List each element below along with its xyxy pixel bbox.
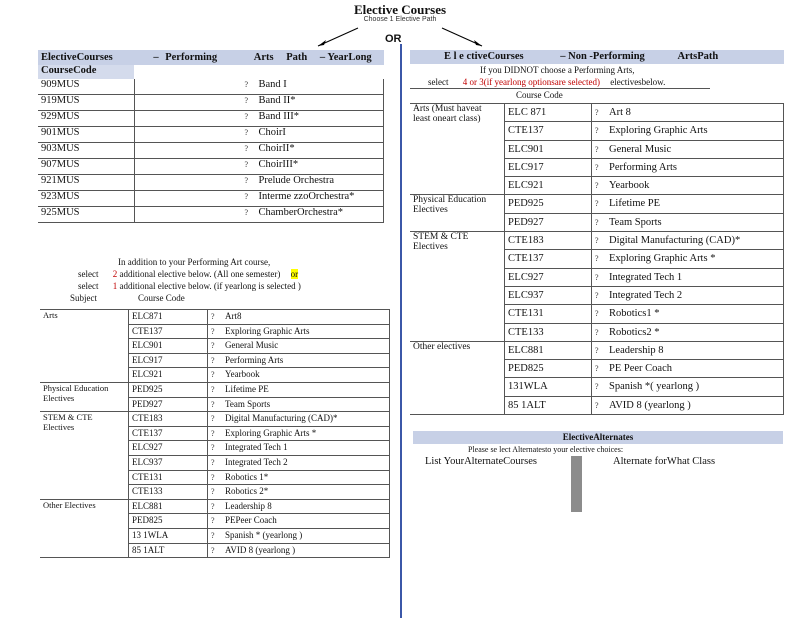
course-code: ELC 871 xyxy=(505,104,592,122)
elective-row xyxy=(40,382,390,397)
course-name-cell xyxy=(592,250,784,268)
course-name: Interme zzoOrchestra* xyxy=(258,191,355,202)
course-code: ELC901 xyxy=(505,140,592,158)
bullet-icon: ? xyxy=(595,345,599,355)
course-code: PED927 xyxy=(129,397,208,412)
bullet-icon: ? xyxy=(595,272,599,282)
course-code: CTE183 xyxy=(129,412,208,427)
course-name: ChamberOrchestra* xyxy=(258,207,344,218)
course-name: PE Peer Coach xyxy=(609,363,672,375)
subject-cell: STEM & CTE Electives xyxy=(40,412,129,500)
course-name-cell xyxy=(208,310,390,325)
bullet-icon: ? xyxy=(211,501,215,511)
subject-cell: STEM & CTE Electives xyxy=(410,232,505,342)
bullet-icon: ? xyxy=(244,80,249,89)
course-name-cell xyxy=(208,324,390,339)
elective-row xyxy=(410,341,784,359)
course-code: 85 1ALT xyxy=(129,543,208,558)
course-name: Performing Arts xyxy=(609,161,677,173)
course-name: Integrated Tech 2 xyxy=(609,289,683,301)
subject-cell: Other electives xyxy=(410,341,505,414)
bullet-icon: ? xyxy=(595,217,599,227)
select-two-count: 2 xyxy=(112,269,118,279)
course-name: Art 8 xyxy=(609,107,631,118)
course-code: 901MUS xyxy=(38,127,134,143)
course-code: CTE137 xyxy=(129,324,208,339)
course-code: PED825 xyxy=(505,360,592,378)
course-name: Robotics 1* xyxy=(225,471,269,482)
performing-title-path: Path xyxy=(286,52,308,63)
course-name-cell xyxy=(592,378,784,396)
elective-row xyxy=(410,195,784,213)
performing-title-right: – YearLong xyxy=(319,52,372,63)
subject-cell: Arts xyxy=(40,310,129,383)
nonperforming-note-1: If you DIDNOT choose a Performing Arts, xyxy=(480,65,635,75)
course-code: CTE133 xyxy=(129,485,208,500)
course-name-cell xyxy=(208,368,390,383)
nonperforming-table xyxy=(410,103,784,415)
bullet-icon: ? xyxy=(211,457,215,467)
course-name: Yearbook xyxy=(609,180,650,192)
course-name: Digital Manufacturing (CAD)* xyxy=(225,413,338,424)
bullet-icon: ? xyxy=(211,399,215,409)
course-name: AVID 8 (yearlong ) xyxy=(225,544,296,555)
course-name-cell xyxy=(592,104,784,122)
course-name: Robotics1 * xyxy=(609,308,660,320)
course-name-cell xyxy=(592,158,784,176)
course-name-cell xyxy=(592,305,784,323)
left-electives-table xyxy=(40,309,390,558)
np-coursecode-header: Course Code xyxy=(516,90,563,100)
bullet-icon: ? xyxy=(595,126,599,136)
course-code: ELC917 xyxy=(505,158,592,176)
course-name: Performing Arts xyxy=(225,354,284,365)
performing-row xyxy=(38,207,384,223)
course-name: Leadership 8 xyxy=(609,344,664,356)
performing-title-dash: – xyxy=(153,52,159,63)
bullet-icon: ? xyxy=(244,128,249,137)
course-name: Digital Manufacturing (CAD)* xyxy=(609,235,741,247)
course-name-cell xyxy=(134,111,384,127)
course-name: Exploring Graphic Arts xyxy=(609,125,708,137)
course-name-cell xyxy=(134,207,384,223)
course-name-cell xyxy=(592,323,784,341)
course-code: ELC937 xyxy=(129,455,208,470)
course-code: ELC927 xyxy=(129,441,208,456)
bullet-icon: ? xyxy=(211,472,215,482)
bullet-icon: ? xyxy=(211,384,215,394)
course-name-cell xyxy=(208,528,390,543)
course-name: Lifetime PE xyxy=(225,383,269,394)
course-name: ChoirI xyxy=(258,127,286,138)
course-name: ChoirII* xyxy=(258,143,295,154)
elective-row xyxy=(40,412,390,427)
course-name-cell xyxy=(134,127,384,143)
bullet-icon: ? xyxy=(595,290,599,300)
course-name-cell xyxy=(592,213,784,231)
course-name: General Music xyxy=(609,143,672,155)
course-code: ELC927 xyxy=(505,268,592,286)
course-name-cell xyxy=(208,412,390,427)
course-name: Robotics 2* xyxy=(225,486,269,497)
course-name-cell xyxy=(134,95,384,111)
course-name-cell xyxy=(592,195,784,213)
page-subtitle: Choose 1 Elective Path xyxy=(363,16,437,23)
bullet-icon: ? xyxy=(211,341,215,351)
course-name-cell xyxy=(592,177,784,195)
performing-title-mid: Performing xyxy=(165,52,218,63)
performing-row xyxy=(38,127,384,143)
coursecode-header: CourseCode xyxy=(41,65,97,76)
course-code: ELC881 xyxy=(129,499,208,514)
course-code: CTE137 xyxy=(505,122,592,140)
alternate-for-label: Alternate forWhat Class xyxy=(613,456,716,467)
course-name-cell xyxy=(592,341,784,359)
course-code: PED825 xyxy=(129,514,208,529)
bullet-icon: ? xyxy=(595,327,599,337)
elective-row xyxy=(40,310,390,325)
course-code: ELC871 xyxy=(129,310,208,325)
course-code: CTE137 xyxy=(505,250,592,268)
course-name-cell xyxy=(592,122,784,140)
course-name: Art8 xyxy=(225,311,242,321)
or-highlight: or xyxy=(290,269,299,279)
bullet-icon: ? xyxy=(244,96,249,105)
course-name-cell xyxy=(208,382,390,397)
table-bottom xyxy=(40,558,390,559)
bullet-icon: ? xyxy=(211,355,215,365)
course-name-cell xyxy=(134,175,384,191)
bullet-icon: ? xyxy=(595,382,599,392)
course-name: Leadership 8 xyxy=(225,500,272,511)
course-code: 921MUS xyxy=(38,175,134,191)
course-name-cell xyxy=(208,514,390,529)
performing-row xyxy=(38,79,384,95)
performing-row xyxy=(38,95,384,111)
bullet-icon: ? xyxy=(244,112,249,121)
performing-title-left: ElectiveCourses xyxy=(41,52,113,63)
course-name-cell xyxy=(208,470,390,485)
center-divider xyxy=(400,44,402,618)
subject-cell: Arts (Must haveat least oneart class) xyxy=(410,104,505,195)
list-alternates-label: List YourAlternateCourses xyxy=(425,456,537,467)
course-code: PED925 xyxy=(505,195,592,213)
course-name: Lifetime PE xyxy=(609,198,661,210)
course-code: CTE131 xyxy=(129,470,208,485)
performing-path-section xyxy=(38,50,384,223)
bullet-icon: ? xyxy=(211,428,215,438)
course-code: CTE133 xyxy=(505,323,592,341)
bullet-icon: ? xyxy=(595,144,599,154)
course-name-cell xyxy=(208,353,390,368)
course-name: AVID 8 (yearlong ) xyxy=(609,399,691,411)
course-code: 903MUS xyxy=(38,143,134,159)
course-name-cell xyxy=(208,485,390,500)
course-code: ELC937 xyxy=(505,286,592,304)
course-code: 909MUS xyxy=(38,79,134,95)
alternates-title: ElectiveAlternates xyxy=(413,431,783,444)
bullet-icon: ? xyxy=(595,364,599,374)
bullet-icon: ? xyxy=(595,181,599,191)
alternates-body xyxy=(413,456,783,512)
course-name-cell xyxy=(134,191,384,207)
course-code: PED927 xyxy=(505,213,592,231)
course-code-header: Course Code xyxy=(138,293,185,303)
course-name: General Music xyxy=(225,340,279,351)
subject-cell: Other Electives xyxy=(40,499,129,557)
bullet-icon: ? xyxy=(211,370,215,380)
alternates-note: Please se lect Alternatesto your elective choices: xyxy=(468,445,624,454)
course-code: PED925 xyxy=(129,382,208,397)
course-code: 923MUS xyxy=(38,191,134,207)
elective-row xyxy=(410,104,784,122)
course-code: 85 1ALT xyxy=(505,396,592,414)
course-name-cell xyxy=(208,499,390,514)
course-name: Integrated Tech 1 xyxy=(225,442,288,453)
course-name-cell xyxy=(208,426,390,441)
bullet-icon: ? xyxy=(211,530,215,540)
course-name-cell xyxy=(134,143,384,159)
bullet-icon: ? xyxy=(595,236,599,246)
subject-header: Subject xyxy=(70,293,97,303)
addition-line-3: select 1 additional elective below. (if yearlong is selected ) xyxy=(78,281,301,291)
course-code: ELC921 xyxy=(129,368,208,383)
performing-title-arts: Arts xyxy=(253,52,274,63)
bullet-icon: ? xyxy=(211,414,215,424)
bullet-icon: ? xyxy=(595,254,599,264)
course-name-cell xyxy=(134,159,384,175)
left-electives-section xyxy=(40,309,390,558)
course-name: Band II* xyxy=(258,95,296,106)
course-name: Integrated Tech 2 xyxy=(225,456,288,467)
performing-row xyxy=(38,111,384,127)
nonperforming-section xyxy=(410,50,784,415)
bullet-icon: ? xyxy=(244,160,249,169)
page-title: Elective Courses xyxy=(353,2,447,17)
course-code: 13 1WLA xyxy=(129,528,208,543)
course-code: 919MUS xyxy=(38,95,134,111)
elective-row xyxy=(40,499,390,514)
performing-row xyxy=(38,191,384,207)
bullet-icon: ? xyxy=(211,516,215,526)
performing-row xyxy=(38,175,384,191)
bullet-icon: ? xyxy=(211,487,215,497)
course-name: Team Sports xyxy=(609,216,662,228)
course-name-cell xyxy=(208,455,390,470)
alternates-divider-bar xyxy=(571,456,582,512)
course-code: ELC917 xyxy=(129,353,208,368)
bullet-icon: ? xyxy=(211,545,215,555)
course-code: ELC901 xyxy=(129,339,208,354)
course-code: CTE183 xyxy=(505,232,592,250)
addition-note xyxy=(70,256,388,304)
bullet-icon: ? xyxy=(244,192,249,201)
course-name: Band III* xyxy=(258,111,300,122)
bullet-icon: ? xyxy=(211,326,215,336)
course-name: PEPeer Coach xyxy=(225,515,277,526)
course-code: 929MUS xyxy=(38,111,134,127)
course-name: ChoirIII* xyxy=(258,159,299,170)
course-name-cell xyxy=(592,286,784,304)
bullet-icon: ? xyxy=(244,144,249,153)
table-bottom xyxy=(410,415,784,416)
course-name-cell xyxy=(134,79,384,95)
bullet-icon: ? xyxy=(244,208,249,217)
course-name: Yearbook xyxy=(225,369,260,380)
course-name-cell xyxy=(208,397,390,412)
addition-line-1: In addition to your Performing Art course, xyxy=(118,257,271,267)
bullet-icon: ? xyxy=(595,400,599,410)
course-name: Prelude Orchestra xyxy=(258,175,335,186)
course-code: CTE131 xyxy=(505,305,592,323)
course-name-cell xyxy=(592,360,784,378)
or-label: OR xyxy=(385,33,402,45)
course-name-cell xyxy=(592,268,784,286)
course-code: ELC921 xyxy=(505,177,592,195)
nonperforming-header: E l e ctiveCourses – Non -Performing ArtsPath xyxy=(410,50,784,64)
course-name: Exploring Graphic Arts xyxy=(225,325,310,336)
elective-row xyxy=(410,232,784,250)
nonperforming-note-2: select 4 or 3(if yearlong optionsare selected) electivesbelow. xyxy=(410,76,710,89)
bullet-icon: ? xyxy=(595,108,599,117)
select-count-red: 4 or 3(if yearlong optionsare selected) xyxy=(462,77,600,87)
table-bottom-line xyxy=(40,558,390,559)
course-name: Spanish *( yearlong ) xyxy=(609,381,700,393)
addition-line-2: select 2 additional elective below. (All one semester) or xyxy=(78,269,299,279)
course-code: 907MUS xyxy=(38,159,134,175)
course-name: Exploring Graphic Arts * xyxy=(609,253,716,265)
alternates-section xyxy=(413,431,783,512)
course-name: Exploring Graphic Arts * xyxy=(225,427,317,438)
course-code: 131WLA xyxy=(505,378,592,396)
course-name-cell xyxy=(208,339,390,354)
performing-header xyxy=(38,50,384,65)
course-name-cell xyxy=(592,140,784,158)
bullet-icon: ? xyxy=(211,312,215,321)
addition-col-headers xyxy=(70,292,388,304)
performing-row xyxy=(38,159,384,175)
course-name: Robotics2 * xyxy=(609,326,660,338)
select-one-count: 1 xyxy=(112,281,118,291)
course-name-cell xyxy=(592,396,784,414)
table-bottom-line xyxy=(410,415,784,416)
subject-cell: Physical Education Electives xyxy=(40,382,129,411)
course-name-cell xyxy=(592,232,784,250)
performing-row xyxy=(38,143,384,159)
course-name: Spanish * (yearlong ) xyxy=(225,529,303,540)
subject-cell: Physical Education Electives xyxy=(410,195,505,232)
course-code: 925MUS xyxy=(38,207,134,223)
course-code: CTE137 xyxy=(129,426,208,441)
course-name: Team Sports xyxy=(225,398,271,409)
bullet-icon: ? xyxy=(244,176,249,185)
bullet-icon: ? xyxy=(595,199,599,209)
course-code: ELC881 xyxy=(505,341,592,359)
bullet-icon: ? xyxy=(595,162,599,172)
course-name: Band I xyxy=(258,79,287,90)
bullet-icon: ? xyxy=(211,443,215,453)
course-name-cell xyxy=(208,441,390,456)
course-name: Integrated Tech 1 xyxy=(609,271,683,283)
performing-table xyxy=(38,50,384,223)
bullet-icon: ? xyxy=(595,309,599,319)
course-name-cell xyxy=(208,543,390,558)
